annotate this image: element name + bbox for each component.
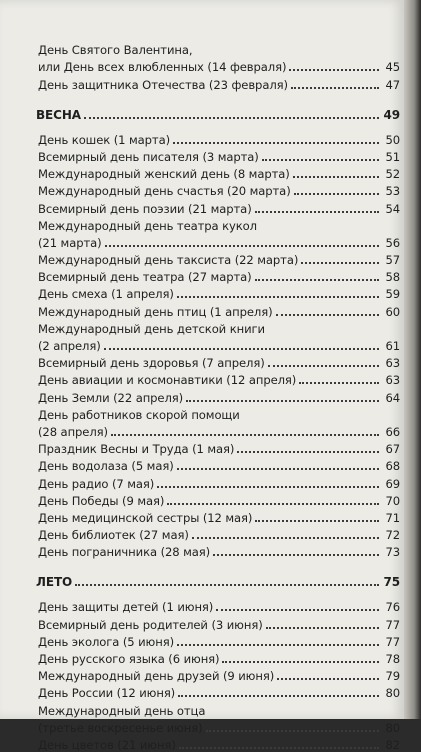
toc-entry-page-number: 69 (385, 476, 400, 491)
section-heading-row (36, 570, 400, 589)
dot-leader (276, 314, 379, 316)
toc-entry-page-number: 68 (385, 459, 400, 474)
toc-entry-line (36, 301, 400, 318)
toc-entry-line (36, 130, 400, 147)
toc-entry-line (36, 147, 400, 164)
toc-entry-line (36, 666, 400, 683)
toc-entry-line (36, 405, 400, 422)
toc-entry-page-number: 63 (385, 356, 400, 371)
toc-entry-title: (21 марта) (38, 235, 102, 250)
toc-entry-title: (28 апреля) (38, 424, 108, 439)
toc-entry-title: День медицинской сестры (12 мая) (38, 510, 253, 525)
toc-entry-page-number: 77 (385, 634, 400, 649)
toc-entry-line (36, 164, 400, 181)
toc-entry-page-number: 51 (385, 149, 400, 164)
toc-entry-title: или День всех влюбленных (14 февраля) (38, 60, 287, 75)
toc-entry-title: День России (12 июня) (38, 686, 176, 701)
toc-entry-title: День радио (7 мая) (38, 476, 155, 491)
toc-entry-line (36, 422, 400, 439)
toc-entry-title: Всемирный день театра (27 марта) (38, 270, 252, 285)
dot-leader (268, 365, 379, 367)
toc-entry-title: День пограничника (28 мая) (38, 545, 211, 560)
toc-entry-title: День Святого Валентина, (38, 43, 193, 58)
toc-entry-page-number: 53 (385, 184, 400, 199)
toc-entry-title: День библиотек (27 мая) (38, 528, 189, 543)
dot-leader (167, 503, 379, 505)
toc-entry-title: (третье воскресенье июня) (38, 720, 203, 735)
toc-entry-page-number: 64 (385, 390, 400, 405)
toc-entry-line (36, 632, 400, 649)
toc-entry-page-number: 60 (385, 304, 400, 319)
toc-entry-title: День защиты детей (1 июня) (38, 600, 214, 615)
toc-entry-page-number: 76 (385, 600, 400, 615)
dot-leader (255, 211, 379, 213)
toc-entry-line (36, 40, 400, 57)
toc-entry-page-number: 66 (385, 424, 400, 439)
dot-leader (262, 159, 379, 161)
dot-leader (301, 262, 379, 264)
toc-entry-page-number: 52 (385, 167, 400, 182)
toc-entry-line (36, 735, 400, 752)
dot-leader (111, 434, 379, 436)
section-heading: ВЕСНА (36, 107, 81, 122)
dot-leader (104, 348, 379, 350)
toc-entry-title: Международный день отца (38, 703, 206, 718)
dot-leader (294, 193, 379, 195)
toc-entry-page-number: 73 (385, 545, 400, 560)
toc-entry-title: Международный день счастья (20 марта) (38, 184, 291, 199)
toc-entry-line (36, 718, 400, 735)
toc-entry-page-number: 47 (385, 77, 400, 92)
dot-leader (105, 245, 379, 247)
toc-entry-page-number: 79 (385, 669, 400, 684)
toc-entry-line (36, 250, 400, 267)
dot-leader (237, 451, 379, 453)
toc-entry-title: Международный день таксиста (22 марта) (38, 253, 299, 268)
toc-entry-line (36, 491, 400, 508)
toc-entry-title: День работников скорой помощи (38, 407, 240, 422)
dot-leader (177, 296, 379, 298)
toc-entry-line (36, 198, 400, 215)
toc-entry-line (36, 473, 400, 490)
toc-entry-title: День Земли (22 апреля) (38, 390, 184, 405)
toc-entry-title: Праздник Весны и Труда (1 мая) (38, 442, 235, 457)
dot-leader (213, 554, 379, 556)
toc-entry-title: Всемирный день здоровья (7 апреля) (38, 356, 265, 371)
dot-leader (216, 609, 379, 611)
toc-entry-title: Международный женский день (8 марта) (38, 167, 290, 182)
toc-entry-line (36, 700, 400, 717)
dot-leader (299, 382, 379, 384)
dot-leader (186, 400, 379, 402)
toc-entry-line (36, 57, 400, 74)
dot-leader (289, 69, 379, 71)
toc-entry-line (36, 649, 400, 666)
toc-entry-page-number: 67 (385, 442, 400, 457)
toc-entry-title: Международный день детской книги (38, 321, 265, 336)
dot-leader (157, 486, 379, 488)
toc-entry-line (36, 387, 400, 404)
toc-entry-page-number: 50 (385, 132, 400, 147)
dot-leader (75, 584, 379, 586)
toc-entry-page-number: 71 (385, 510, 400, 525)
toc-entry-page-number: 80 (385, 686, 400, 701)
section-page-number: 75 (383, 575, 400, 590)
toc-entry-page-number: 82 (385, 737, 400, 752)
dot-leader (178, 695, 379, 697)
toc-entry-page-number: 58 (385, 270, 400, 285)
toc-entry-line (36, 216, 400, 233)
toc-entry-line (36, 683, 400, 700)
section-page-number: 49 (383, 107, 400, 122)
toc-entry-title: День смеха (1 апреля) (38, 287, 174, 302)
toc-entry-page-number: 54 (385, 201, 400, 216)
toc-entry-page-number: 61 (385, 339, 400, 353)
toc-entry-title: День водолаза (5 мая) (38, 459, 174, 474)
toc-entry-line (36, 614, 400, 631)
toc-entry-line (36, 284, 400, 301)
dot-leader (266, 627, 379, 629)
toc-entry-page-number: 70 (385, 493, 400, 508)
dot-leader (84, 117, 379, 119)
toc-entry-line (36, 319, 400, 336)
dot-leader (293, 176, 379, 178)
dot-leader (277, 678, 379, 680)
section-heading-row (36, 103, 400, 122)
toc-entry-title: День русского языка (6 июня) (38, 652, 220, 666)
toc-entry-line (36, 336, 400, 353)
dot-leader (255, 520, 379, 522)
toc-entry-line (36, 439, 400, 456)
toc-entry-line (36, 456, 400, 473)
toc-entry-page-number: 63 (385, 373, 400, 388)
toc-entry-page-number: 56 (385, 235, 400, 250)
toc-entry-line (36, 508, 400, 525)
toc-entry-title: Всемирный день родителей (3 июня) (38, 617, 263, 632)
dot-leader (173, 142, 379, 144)
dot-leader (177, 468, 379, 470)
toc-entry-page-number: 59 (385, 287, 400, 302)
toc-entry-line (36, 74, 400, 91)
dot-leader (179, 747, 379, 749)
toc-entry-line (36, 370, 400, 387)
dot-leader (206, 730, 379, 732)
toc-entry-line (36, 353, 400, 370)
toc-entry-line (36, 233, 400, 250)
toc-entry-page-number: 78 (385, 652, 400, 666)
page-edge (404, 0, 421, 719)
toc-entry-page-number: 80 (385, 720, 400, 735)
toc-entry-page-number: 57 (385, 253, 400, 268)
section-heading: ЛЕТО (36, 575, 73, 590)
toc-entry-line (36, 597, 400, 614)
toc-entry-title: Международный день театра кукол (38, 218, 257, 233)
table-of-contents (36, 40, 400, 752)
toc-entry-line (36, 542, 400, 559)
toc-entry-title: День кошек (1 марта) (38, 132, 170, 147)
toc-entry-page-number: 45 (385, 60, 400, 75)
toc-entry-line (36, 267, 400, 284)
toc-entry-line (36, 181, 400, 198)
toc-entry-title: День эколога (5 июня) (38, 634, 174, 649)
toc-entry-page-number: 72 (385, 528, 400, 543)
dot-leader (291, 87, 379, 89)
toc-entry-title: Всемирный день поэзии (21 марта) (38, 201, 252, 216)
toc-entry-title: Всемирный день писателя (3 марта) (38, 149, 259, 164)
toc-entry-title: День защитника Отечества (23 февраля) (38, 77, 288, 92)
dot-leader (177, 644, 379, 646)
toc-entry-title: Международный день друзей (9 июня) (38, 669, 275, 684)
toc-entry-page-number: 77 (385, 617, 400, 632)
toc-entry-title: (2 апреля) (38, 339, 101, 353)
dot-leader (222, 661, 379, 663)
dot-leader (255, 279, 379, 281)
toc-entry-title: Международный день птиц (1 апреля) (38, 304, 273, 319)
toc-entry-title: День Победы (9 мая) (38, 493, 165, 508)
dot-leader (192, 537, 379, 539)
toc-entry-title: День авиации и космонавтики (12 апреля) (38, 373, 297, 388)
toc-entry-line (36, 525, 400, 542)
toc-entry-title: День цветов (21 июня) (38, 737, 176, 752)
